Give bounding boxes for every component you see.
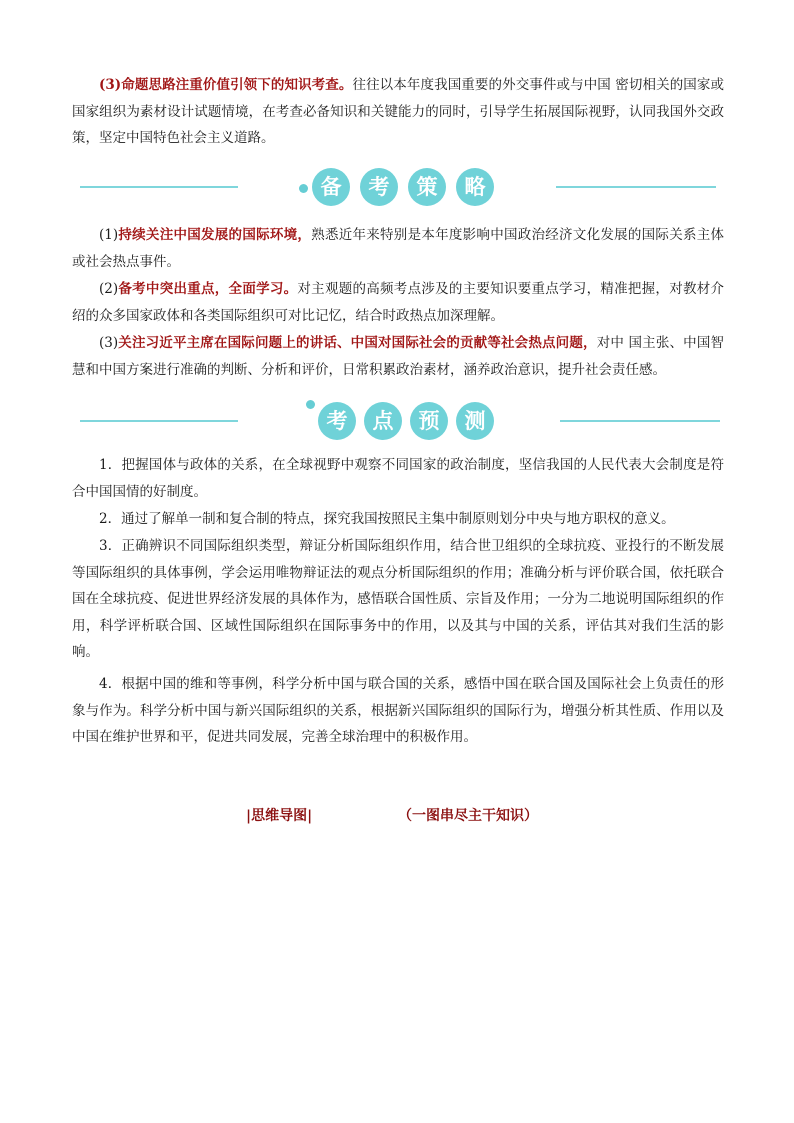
strategy-item-prefix: (3) [99,335,119,351]
banner-dot-icon [306,400,315,409]
strategy-item-label: 持续关注中国发展的国际环境， [118,227,312,243]
banner-right-line [556,186,716,188]
strategy-item-label: 关注习近平主席在国际问题上的讲话、中国对国际社会的贡献等社会热点问题， [118,335,597,351]
section-banner-strategy [0,164,794,210]
banner-left-line [80,186,238,188]
prediction-item-3: 3．正确辨识不同国际组织类型，辩证分析国际组织作用，结合世卫组织的全球抗疫、亚投行的不断发展等国际组织的具体事例，学会运用唯物辩证法的观点分析国际组织的作用；准确分析与评价联合国，依托联合国在全球抗疫、促进世界经济发展的具体作为，感悟联合国性质、宗旨及作用；一分为二地说明国际组织的作用，科学评析联合国、区域性国际组织在国际事务中的作用，以及其与中国的关系，评估其对我们生活的影响。 [72,538,724,660]
intro-p3-label: (3)命题思路注重价值引领下的知识考查。 [99,77,353,93]
prediction-item-2: 2．通过了解单一制和复合制的特点，探究我国按照民主集中制原则划分中央与地方职权的意义。 [99,511,675,527]
intro-p3-text: 往往以本年度我国重要的外交事件或与中国 密切相关的国家或国家组织为素材设计试题情境，在考查必备知识和关键能力的同时，引导学生拓展国际视野，认同我国外交政策，坚定中国特色社会主义道路。 [72,77,724,146]
banner-char: 测 [456,402,494,440]
banner-char: 点 [364,402,402,440]
strategy-item-prefix: (1) [99,227,119,243]
mind-map-subtitle: （一图串尽主干知识） [398,808,538,824]
strategy-item-prefix: (2) [99,281,119,297]
strategy-item-text: 熟悉近年来特别是本年度影响中国政治经济文化发展的国际关系主体或社会热点事件。 [72,227,725,270]
strategy-item-text: 对中 国主张、中国智慧和中国方案进行准确的判断、分析和评价，日常积累政治素材，涵养政治意识，提升社会责任感。 [72,335,724,378]
strategy-item-1 [72,222,724,275]
prediction-item-1: 1．把握国体与政体的关系，在全球视野中观察不同国家的政治制度，坚信我国的人民代表大会制度是符合中国国情的好制度。 [72,457,724,500]
strategy-item-3 [72,330,724,383]
strategy-item-2 [72,276,724,329]
banner-left-line [80,420,238,422]
mind-map-title: |思维导图| [246,808,313,824]
banner-char: 备 [312,168,350,206]
intro-paragraph-3 [72,72,724,152]
banner-title [312,164,502,210]
section-banner-prediction [0,398,794,444]
banner-title [318,398,508,444]
strategy-item-text: 对主观题的高频考点涉及的主要知识要重点学习，精准把握，对教材介绍的众多国家政体和各类国际组织可对比记忆，结合时政热点加深理解。 [72,281,725,324]
strategy-item-label: 备考中突出重点，全面学习。 [118,281,298,297]
banner-right-line [560,420,720,422]
banner-char: 考 [318,402,356,440]
banner-char: 策 [408,168,446,206]
banner-char: 略 [456,168,494,206]
banner-char: 预 [410,402,448,440]
banner-dot-icon [299,184,308,193]
prediction-item-4: 4．根据中国的维和等事例，科学分析中国与联合国的关系，感悟中国在联合国及国际社会上负责任的形象与作为。科学分析中国与新兴国际组织的关系，根据新兴国际组织的国际行为，增强分析其性质、作用以及中国在维护世界和平，促进共同发展，完善全球治理中的积极作用。 [72,676,724,745]
banner-char: 考 [360,168,398,206]
